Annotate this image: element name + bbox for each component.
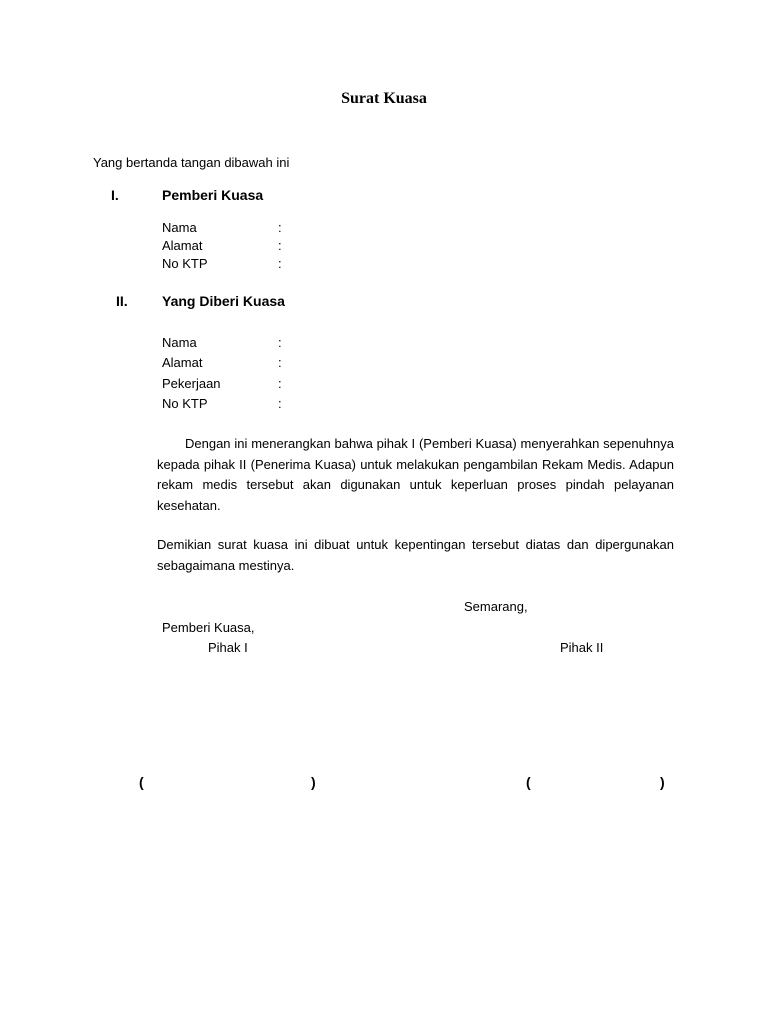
section-1-number: I. <box>111 187 119 203</box>
intro-text: Yang bertanda tangan dibawah ini <box>93 155 290 170</box>
party-2-label: Pihak II <box>560 640 604 655</box>
section-2-field-label: Alamat <box>162 355 203 370</box>
section-1-field-colon: : <box>278 256 282 271</box>
section-1-field-label: Nama <box>162 220 197 235</box>
body-paragraph-1-text: Dengan ini menerangkan bahwa pihak I (Pemberi Kuasa) menyerahkan sepenuhnya kepada pihak II (Penerima Kuasa) untuk melakukan pengambilan Rekam Medis. Adapun rekam medis tersebut akan digunakan untuk keperluan proses pindah pelayanan kesehatan. <box>157 436 674 513</box>
section-1-field-label: Alamat <box>162 238 203 253</box>
body-paragraph-1 <box>157 434 674 516</box>
section-2-field-label: Pekerjaan <box>162 376 221 391</box>
party-1-close-bracket: ) <box>311 774 316 790</box>
document-title: Surat Kuasa <box>341 90 427 107</box>
section-1-field-colon: : <box>278 220 282 235</box>
section-1-title: Pemberi Kuasa <box>162 187 264 203</box>
party-1-label: Pihak I <box>208 640 248 655</box>
section-2-field-colon: : <box>278 335 282 350</box>
section-2-field-label: No KTP <box>162 396 208 411</box>
section-2-number: II. <box>116 293 128 309</box>
section-2-field-colon: : <box>278 355 282 370</box>
giver-label: Pemberi Kuasa, <box>162 620 255 635</box>
section-2-title: Yang Diberi Kuasa <box>162 293 285 309</box>
section-2-field-label: Nama <box>162 335 197 350</box>
body-paragraph-2: Demikian surat kuasa ini dibuat untuk kepentingan tersebut diatas dan dipergunakan sebagaimana mestinya. <box>157 537 674 573</box>
signature-place: Semarang, <box>464 599 528 614</box>
section-1-field-label: No KTP <box>162 256 208 271</box>
party-2-open-bracket: ( <box>526 774 531 790</box>
section-1-field-colon: : <box>278 238 282 253</box>
party-2-close-bracket: ) <box>660 774 665 790</box>
section-2-field-colon: : <box>278 376 282 391</box>
party-1-open-bracket: ( <box>139 774 144 790</box>
section-2-field-colon: : <box>278 396 282 411</box>
